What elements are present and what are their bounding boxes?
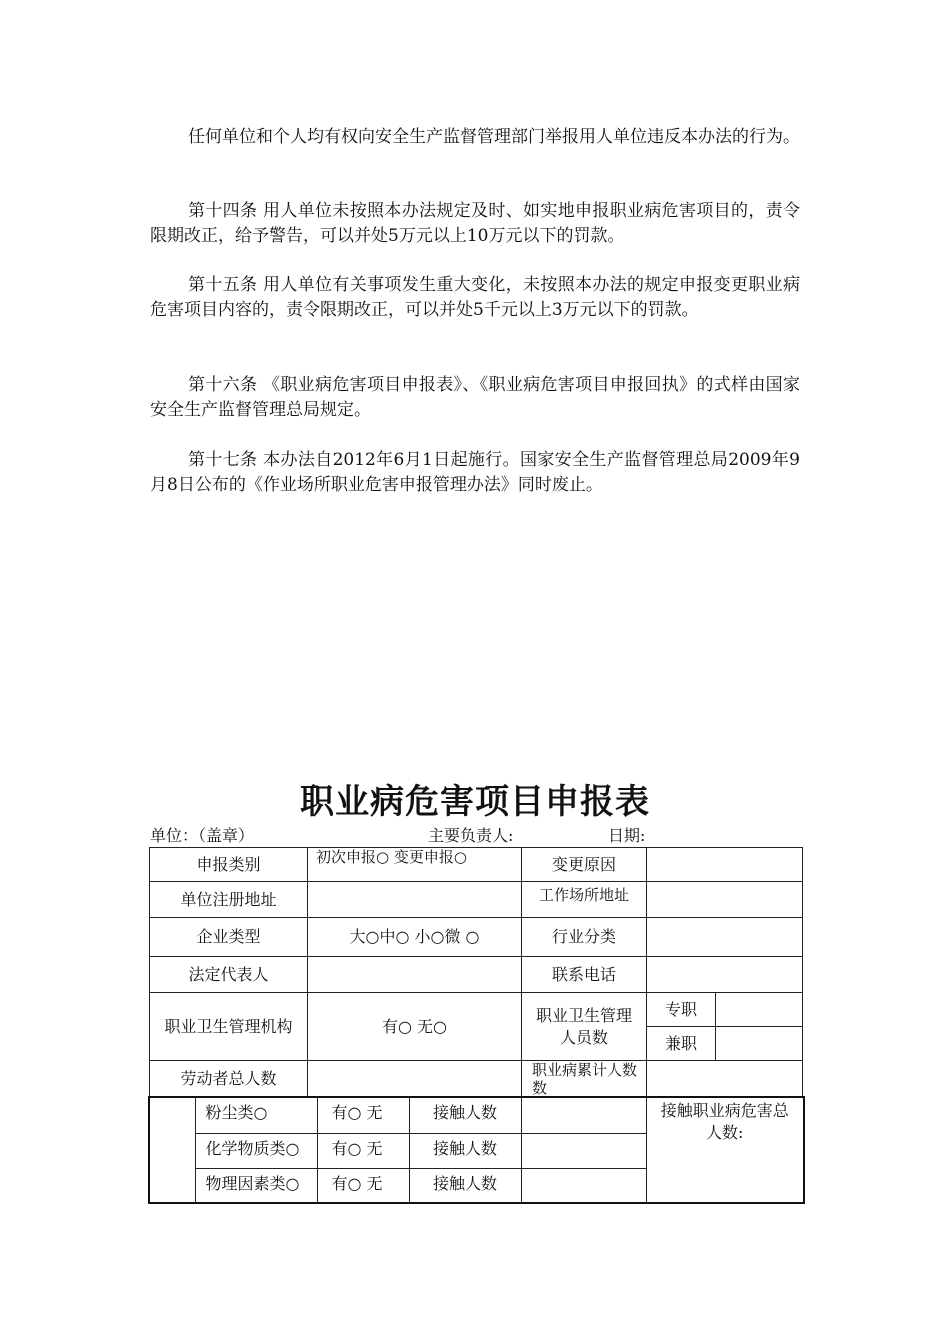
industry-label: 行业分类 (522, 918, 647, 957)
change-reason-field[interactable] (647, 848, 803, 882)
form-title: 职业病危害项目申报表 (300, 782, 650, 822)
hazard-contact-label: 接触人数 (409, 1133, 521, 1168)
hazard-contact-label: 接触人数 (409, 1168, 521, 1203)
fulltime-field[interactable] (716, 993, 803, 1027)
hazard-contact-field[interactable] (521, 1097, 646, 1133)
phone-label: 联系电话 (522, 957, 647, 993)
health-staff-label: 职业卫生管理人员数 (522, 993, 647, 1061)
declare-type-label: 申报类别 (150, 848, 308, 882)
hazard-contact-field[interactable] (521, 1168, 646, 1203)
workplace-label: 工作场所地址 (522, 882, 647, 918)
hazard-table (148, 1096, 805, 1204)
workplace-field[interactable] (647, 882, 803, 918)
table-row (150, 882, 803, 918)
worker-total-field[interactable] (308, 1061, 522, 1098)
phone-field[interactable] (647, 957, 803, 993)
table-row (149, 1097, 804, 1133)
hazard-choice[interactable]: 有○ 无 (317, 1168, 409, 1203)
paragraph-article-16: 第十六条 《职业病危害项目申报表》、《职业病危害项目申报回执》的式样由国家安全生产监督管理总局规定。 (150, 375, 800, 420)
health-org-options[interactable]: 有○ 无○ (308, 993, 522, 1061)
change-reason-label: 变更原因 (522, 848, 647, 882)
legal-rep-field[interactable] (308, 957, 522, 993)
cumulative-field[interactable] (647, 1061, 803, 1098)
hazard-choice[interactable]: 有○ 无 (317, 1097, 409, 1133)
paragraph-article-14: 第十四条 用人单位未按照本办法规定及时、如实地申报职业病危害项目的，责令限期改正，给予警告，可以并处5万元以上10万元以下的罚款。 (150, 201, 800, 246)
hazard-choice[interactable]: 有○ 无 (317, 1133, 409, 1168)
hazard-category-cell (149, 1097, 195, 1203)
paragraph-article-15: 第十五条 用人单位有关事项发生重大变化，未按照本办法的规定申报变更职业病危害项目内容的，责令限期改正，可以并处5千元以上3万元以下的罚款。 (150, 275, 800, 320)
health-org-label: 职业卫生管理机构 (150, 993, 308, 1061)
enterprise-type-options[interactable]: 大○中○ 小○微 ○ (308, 918, 522, 957)
parttime-field[interactable] (716, 1027, 803, 1061)
hazard-name: 化学物质类○ (195, 1133, 317, 1168)
hazard-contact-label: 接触人数 (409, 1097, 521, 1133)
declare-type-options[interactable]: 初次申报○ 变更申报○ (308, 848, 522, 882)
hazard-name: 物理因素类○ (195, 1168, 317, 1203)
cumulative-label: 职业病累计人数数 (522, 1061, 647, 1098)
paragraph-report-right: 任何单位和个人均有权向安全生产监督管理部门举报用人单位违反本办法的行为。 (188, 127, 800, 147)
header-date: 日期: (608, 826, 646, 845)
industry-field[interactable] (647, 918, 803, 957)
hazard-contact-field[interactable] (521, 1133, 646, 1168)
table-row (150, 957, 803, 993)
table-row (150, 993, 803, 1027)
header-unit: 单位：（盖章） (150, 826, 255, 845)
fulltime-label: 专职 (647, 993, 716, 1027)
table-row (150, 848, 803, 882)
header-principal: 主要负责人: (428, 826, 514, 845)
reg-address-label: 单位注册地址 (150, 882, 308, 918)
declaration-table (149, 847, 803, 1098)
total-exposed-label: 接触职业病危害总人数: (646, 1097, 804, 1203)
table-row (150, 918, 803, 957)
legal-rep-label: 法定代表人 (150, 957, 308, 993)
worker-total-label: 劳动者总人数 (150, 1061, 308, 1098)
enterprise-type-label: 企业类型 (150, 918, 308, 957)
reg-address-field[interactable] (308, 882, 522, 918)
paragraph-article-17: 第十七条 本办法自2012年6月1日起施行。国家安全生产监督管理总局2009年9月8日公布的《作业场所职业危害申报管理办法》同时废止。 (150, 450, 800, 495)
hazard-name: 粉尘类○ (195, 1097, 317, 1133)
parttime-label: 兼职 (647, 1027, 716, 1061)
table-row (150, 1061, 803, 1098)
